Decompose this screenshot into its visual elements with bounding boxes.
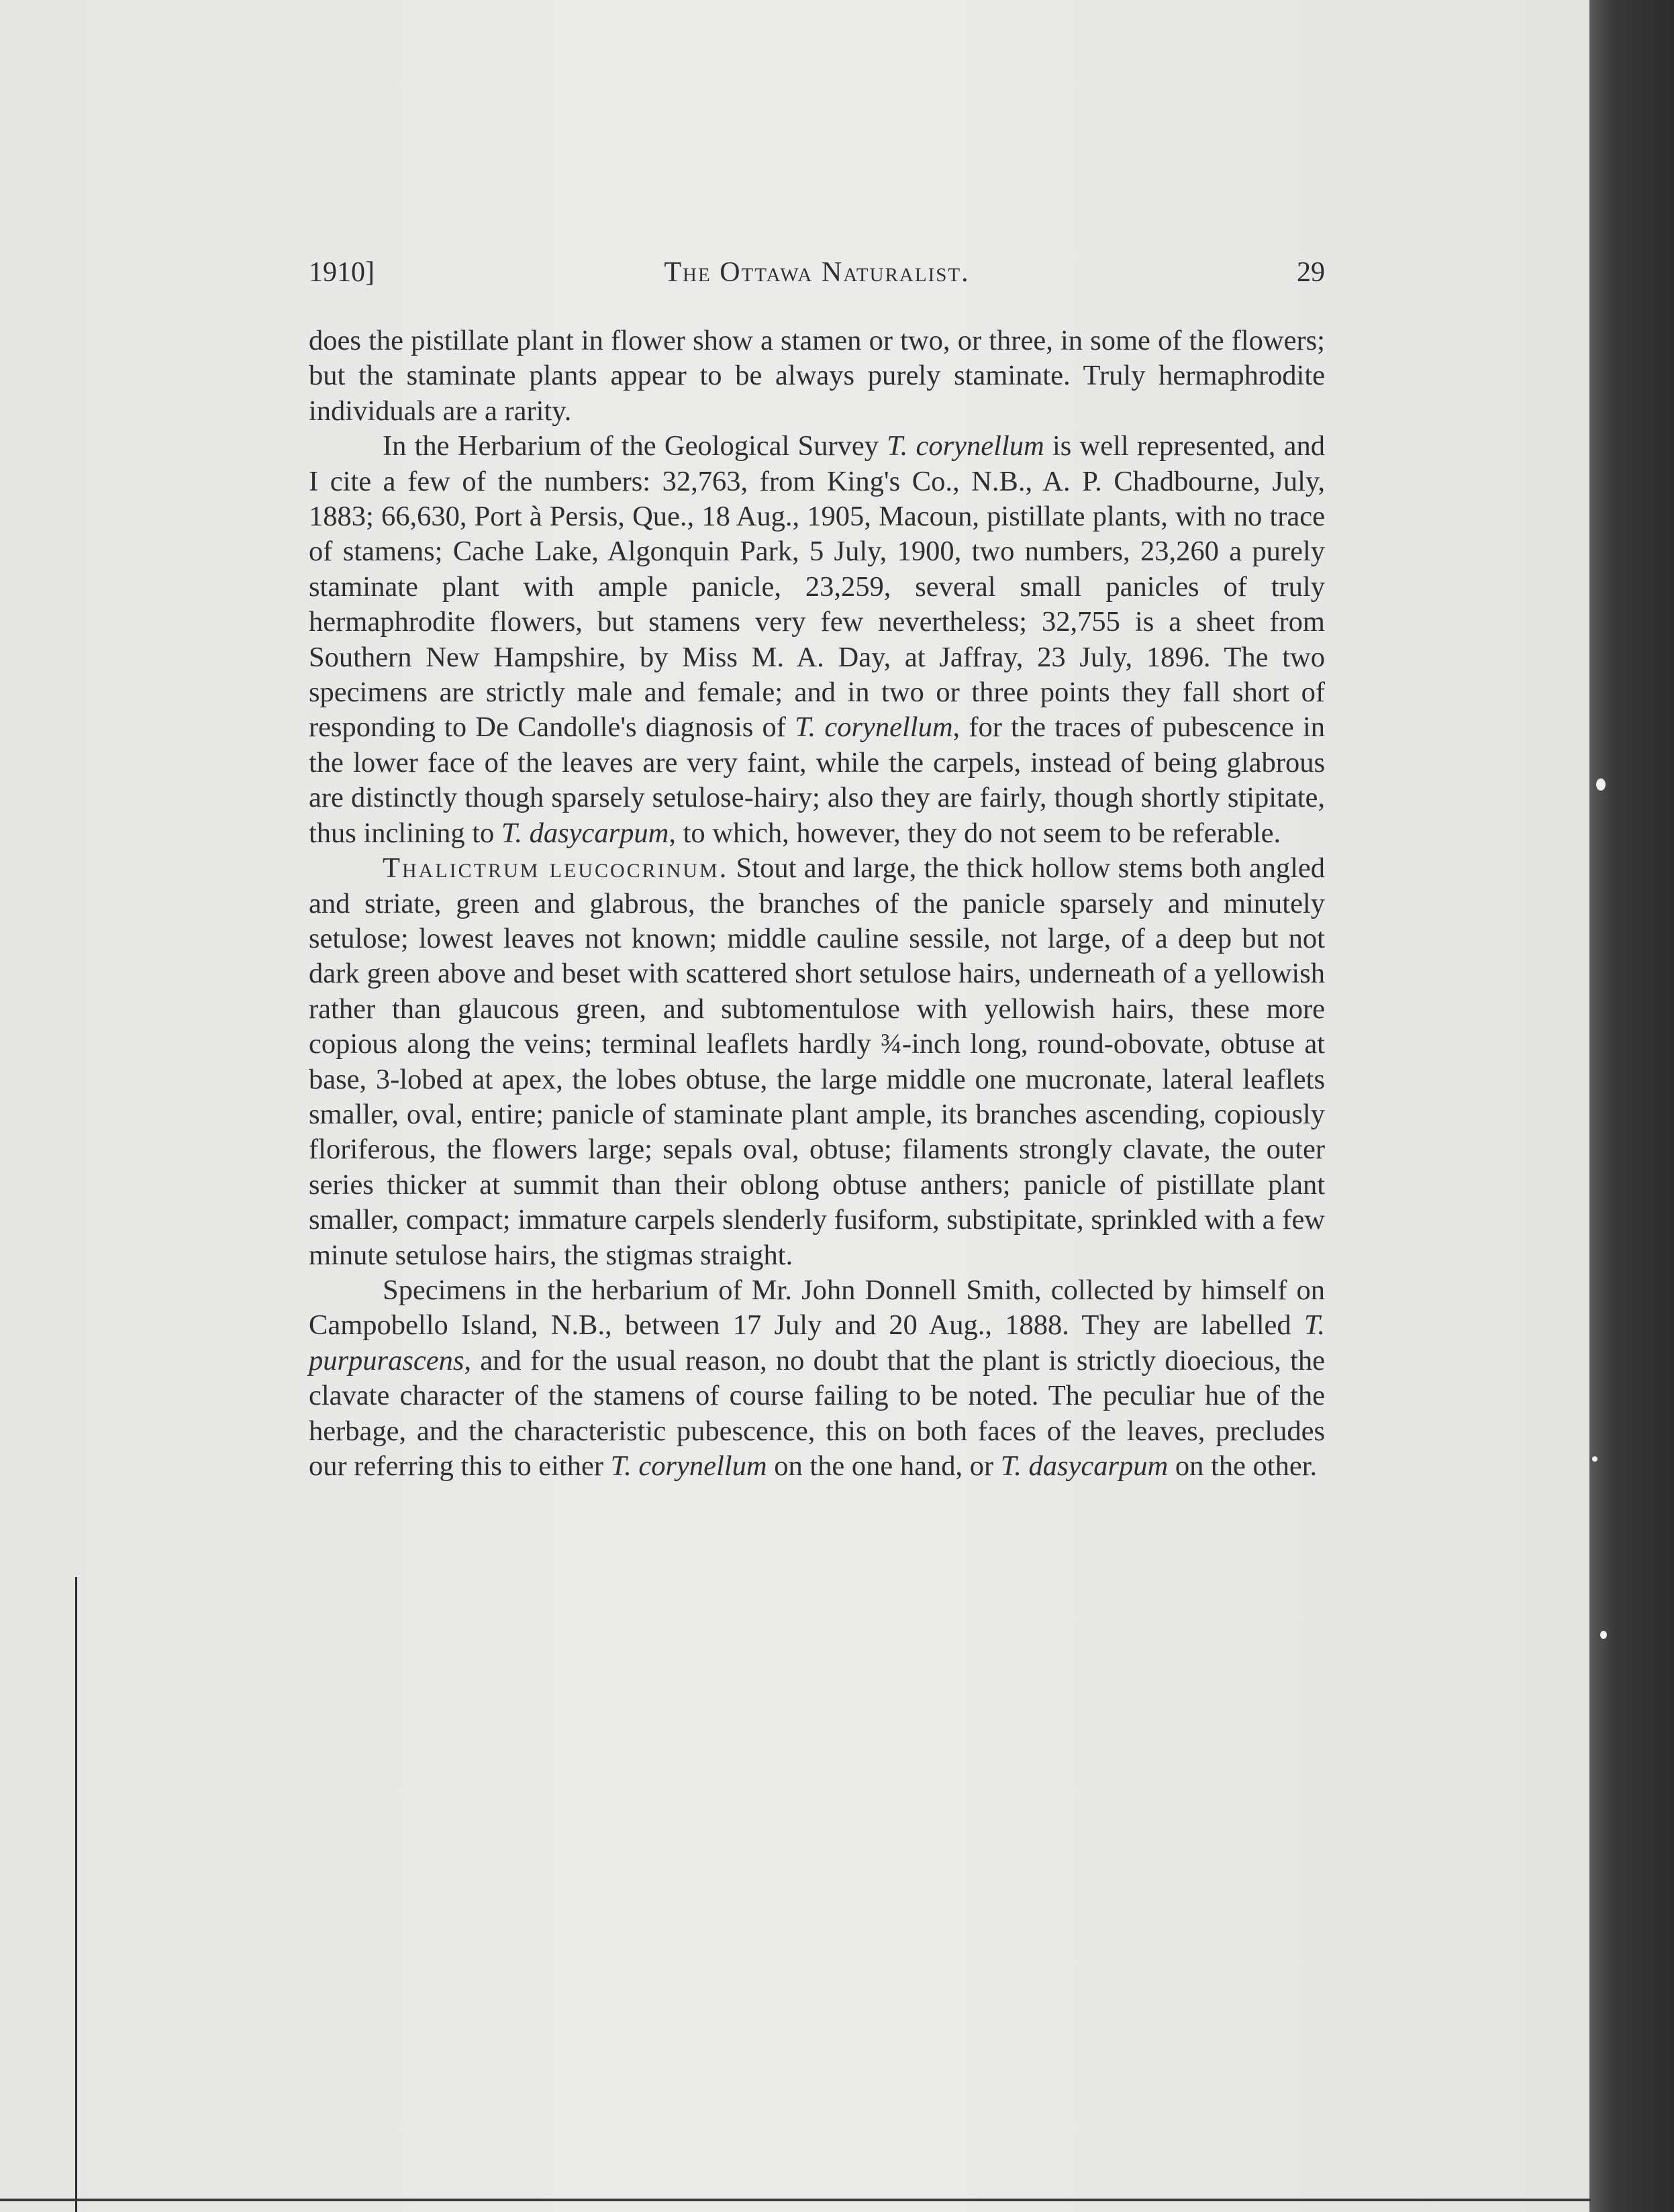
text-run: on the other.: [1168, 1450, 1318, 1482]
taxon-name: T. corynellum: [887, 430, 1044, 462]
taxon-name: T. dasycarpum: [501, 817, 669, 849]
taxon-name: T. corynellum: [795, 711, 953, 744]
running-head: [309, 256, 1325, 297]
page-number: 29: [1297, 257, 1325, 288]
scan-speck: [1592, 1456, 1597, 1462]
taxon-name: T. dasycarpum: [1000, 1450, 1169, 1482]
paragraph: [309, 1273, 1325, 1484]
taxon-name: T. corynellum: [610, 1450, 767, 1482]
text-run: on the one hand, or: [767, 1450, 1001, 1482]
text-run: is well represented, and I cite a few of the numbers: 32,763, from King's Co., N.B., A. P. Chadbourne, July, 1883; 66,630, Port à Persis, Que., 18 Aug., 1905, Macoun, pistillate plants, with no trace of stamens; Cache Lake, Algonquin Park, 5 July, 1900, two numbers, 23,260 a purely staminate plant with ample panicle, 23,259, several small panicles of truly hermaphrodite flowers, but stamens very few nevertheless; 32,755 is a sheet from Southern New Hampshire, by Miss M. A. Day, at Jaffray, 23 July, 1896. The two specimens are strictly male and female; and in two or three points they fall short of responding to De Candolle's diagnosis of: [309, 430, 1325, 744]
binding-edge-line: [75, 1577, 77, 2212]
scan-speck: [1600, 1631, 1607, 1639]
scan-speck: [1596, 778, 1606, 791]
text-run: , for the traces of pubescence in the lower face of the leaves are very faint, while the carpels, instead of being glabrous are distinctly though sparsely setulose-hairy; also they are fairly, though shortly stipitate, thus inclining to: [309, 711, 1326, 849]
text-run: In the Herbarium of the Geological Survey: [383, 430, 887, 462]
journal-title: The Ottawa Naturalist.: [664, 257, 970, 288]
text-run: , and for the usual reason, no doubt that the plant is strictly dioecious, the clavate character of the stamens of course failing to be noted. The peculiar hue of the herbage, and the characteristic pubescence, this on both faces of the leaves, precludes our referring this to either: [309, 1344, 1325, 1482]
scan-edge-shadow: [1589, 0, 1674, 2212]
taxon-name: T. purpurascens: [309, 1309, 1325, 1376]
paragraph: [309, 323, 1325, 429]
text-run: does the pistillate plant in flower show a stamen or two, or three, in some of the flowers; but the staminate plants appear to be always purely staminate. Truly hermaphrodite individuals are a rarity.: [309, 325, 1325, 427]
text-run: Stout and large, the thick hollow stems both angled and striate, green and glabrous, the branches of the panicle sparsely and minutely setulose; lowest leaves not known; middle cauline sessile, not large, of a deep but not dark green above and beset with scattered short setulose hairs, underneath of a yellowish rather than glaucous green, and subtomentulose with yellowish hairs, these more copious along the veins; terminal leaflets hardly ¾-inch long, round-obovate, obtuse at base, 3-lobed at apex, the lobes obtuse, the large middle one mucronate, lateral leaflets smaller, oval, entire; panicle of staminate plant ample, its branches ascending, copiously floriferous, the flowers large; sepals oval, obtuse; filaments strongly clavate, the outer series thicker at summit than their oblong obtuse anthers; panicle of pistillate plant smaller, compact; immature carpels slenderly fusiform, substipitate, sprinkled with a few minute setulose hairs, the stigmas straight.: [309, 852, 1325, 1271]
article-body: [309, 323, 1325, 1484]
paragraph: [309, 429, 1325, 851]
running-head-year: 1910]: [309, 257, 375, 288]
paragraph: [309, 851, 1325, 1273]
text-run: Specimens in the herbarium of Mr. John Donnell Smith, collected by himself on Campobello Island, N.B., between 17 July and 20 Aug., 1888. They are labelled: [309, 1274, 1325, 1342]
scan-bottom-edge: [0, 2199, 1591, 2201]
text-run: , to which, however, they do not seem to be referable.: [669, 817, 1281, 849]
species-heading: Thalictrum leucocrinum.: [383, 852, 729, 885]
